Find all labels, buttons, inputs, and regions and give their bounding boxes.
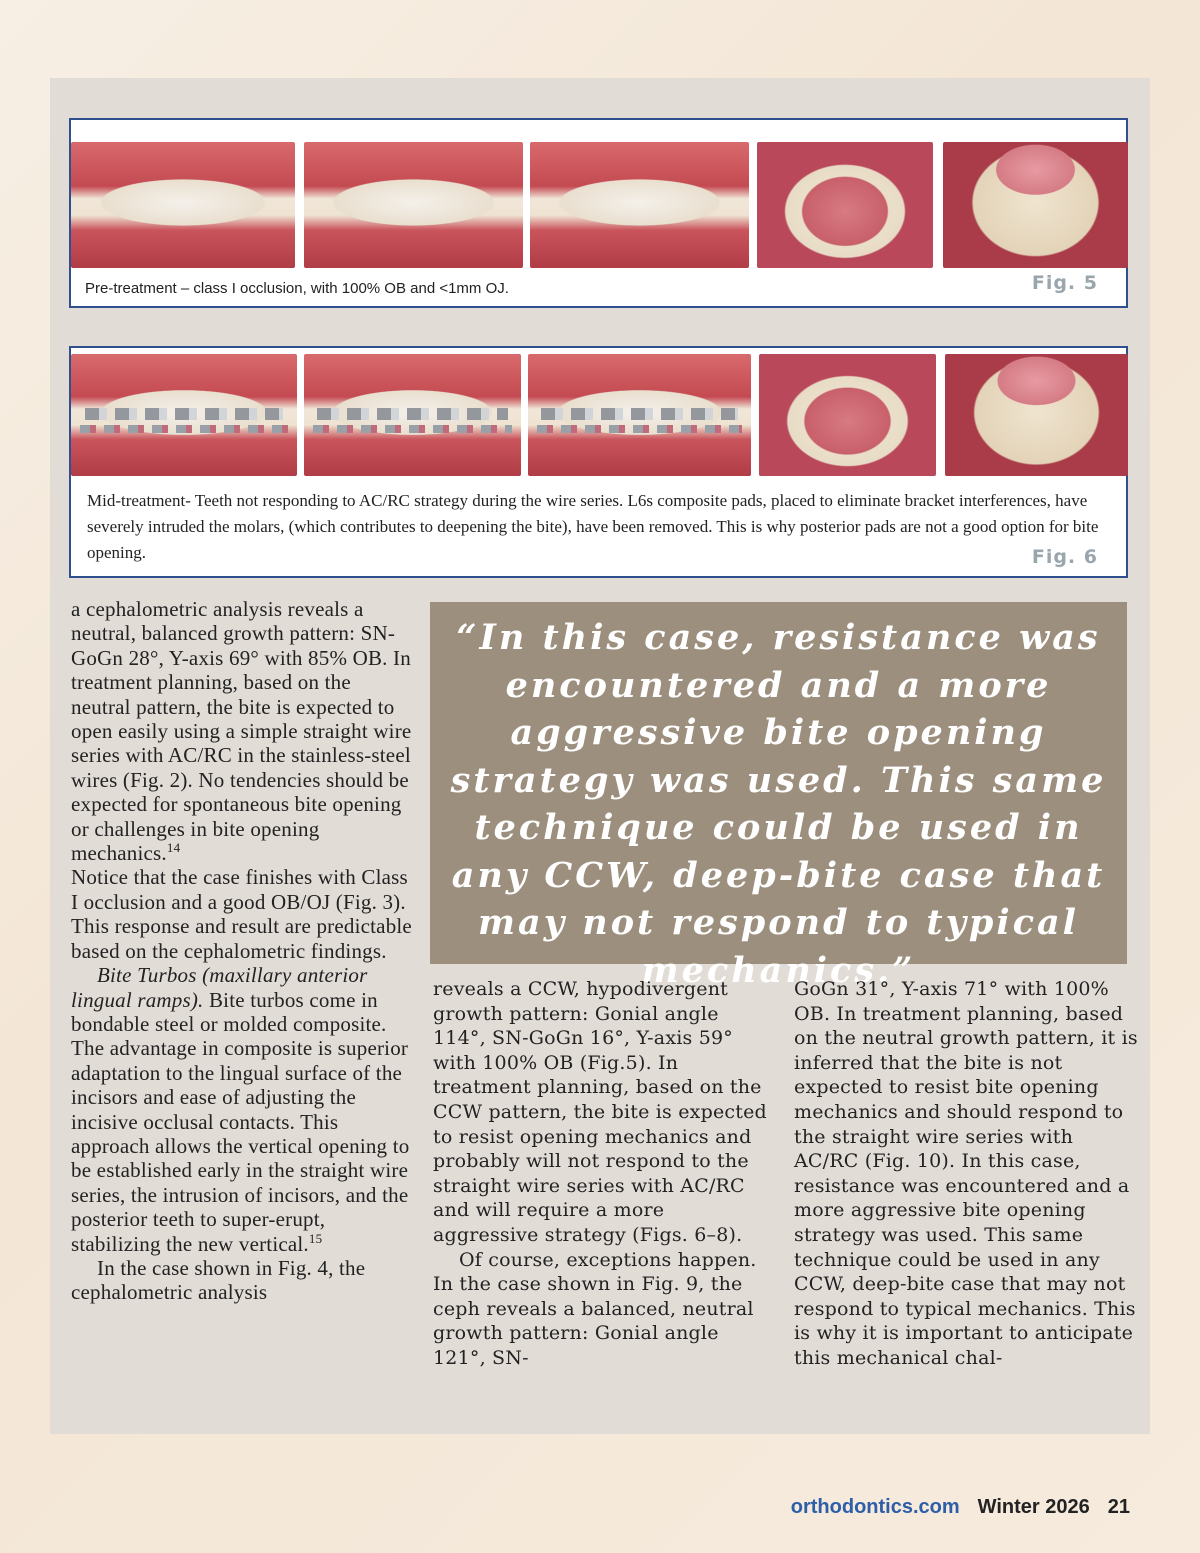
paragraph: GoGn 31°, Y-axis 71° with 100% OB. In treatment planning, based on the neutral growth pattern, it is inferred that the bite is not expected to resist bite opening mechanics and should respond to the straight wire series with AC/RC (Fig. 10). In this case, resistance was encountered and a more aggressive bite opening strategy was used. This same technique could be used in any CCW, deep-bite case that may not respond to typical mechanics. This is why it is important to anticipate this mechanical chal- [794,978,1138,1369]
text-column-1 [71,597,416,1305]
photo-left-buccal [528,354,751,476]
figure-6 [69,346,1128,578]
paragraph [71,963,416,1256]
paragraph: reveals a CCW, hypodivergent growth pattern: Gonial angle 114°, SN-GoGn 16°, Y-axis 59° with 100% OB (Fig.5). In treatment planning, based on the CCW pattern, the bite is expected to resist opening mechanics and probably will not respond to the straight wire series with AC/RC and will require a more aggressive strategy (Figs. 6–8). [433,978,767,1246]
photo-upper-occlusal [757,142,933,268]
paragraph: Notice that the case finishes with Class I occlusion and a good OB/OJ (Fig. 3). This response and result are predictable based on the cephalometric findings. [71,865,412,963]
figure-label: Fig. 6 [1031,546,1098,568]
site-link[interactable]: orthodontics.com [790,1496,960,1518]
photo-lower-occlusal [945,354,1128,476]
text-column-3 [794,977,1139,1371]
footnote-ref: 15 [308,1230,323,1246]
photo-left-buccal [530,142,749,268]
photo-lower-occlusal [943,142,1128,268]
photo-frontal [71,142,295,268]
figure-caption: Mid-treatment- Teeth not responding to AC/RC strategy during the wire series. L6s composite pads, placed to eliminate bracket interferences, have severely intruded the molars, (which contributes to deepening the bite), have been removed. This is why posterior pads are not a good option for bite opening. [87,491,1099,562]
paragraph [71,597,416,865]
pull-quote: “In this case, resistance was encountered and a more aggressive bite opening strategy was used. This same technique could be used in any CCW, deep-bite case that may not respond to typical mechanics.” [430,602,1127,964]
paragraph-text: a cephalometric analysis reveals a neutral, balanced growth pattern: SN-GoGn 28°, Y-axis 69° with 85% OB. In treatment planning, based on the neutral pattern, the bite is expected to open easily using a simple straight wire series with AC/RC in the stainless-steel wires (Fig. 2). No tendencies should be expected for spontaneous bite opening or challenges in bite opening mechanics. [71,597,412,866]
figure-caption: Pre-treatment – class I occlusion, with 100% OB and <1mm OJ. [85,280,509,297]
footnote-ref: 14 [166,840,181,856]
photo-right-buccal [304,354,521,476]
page-number: 21 [1107,1496,1130,1518]
photo-right-buccal [304,142,523,268]
figure-label: Fig. 5 [1031,272,1098,294]
paragraph-text: Bite turbos come in bondable steel or molded composite. The advantage in composite is superior adaptation to the lingual surface of the incisors and ease of adjusting the incisive occlusal contacts. This approach allows the vertical opening to be established early in the straight wire series, the intrusion of incisors, and the posterior teeth to super-erupt, stabilizing the new vertical. [71,987,410,1256]
page-footer [791,1496,1130,1519]
photo-frontal [71,354,297,476]
text-column-2 [433,977,771,1371]
photo-upper-occlusal [759,354,936,476]
paragraph: In the case shown in Fig. 4, the cephalometric analysis [71,1255,366,1305]
run-in-heading: Bite Turbos (maxillary anterior lingual ramps). [71,963,368,1012]
paragraph: Of course, exceptions happen. In the case shown in Fig. 9, the ceph reveals a balanced, neutral growth pattern: Gonial angle 121°, SN- [433,1248,757,1369]
issue-season: Winter 2026 [977,1496,1090,1518]
figure-5 [69,118,1128,308]
